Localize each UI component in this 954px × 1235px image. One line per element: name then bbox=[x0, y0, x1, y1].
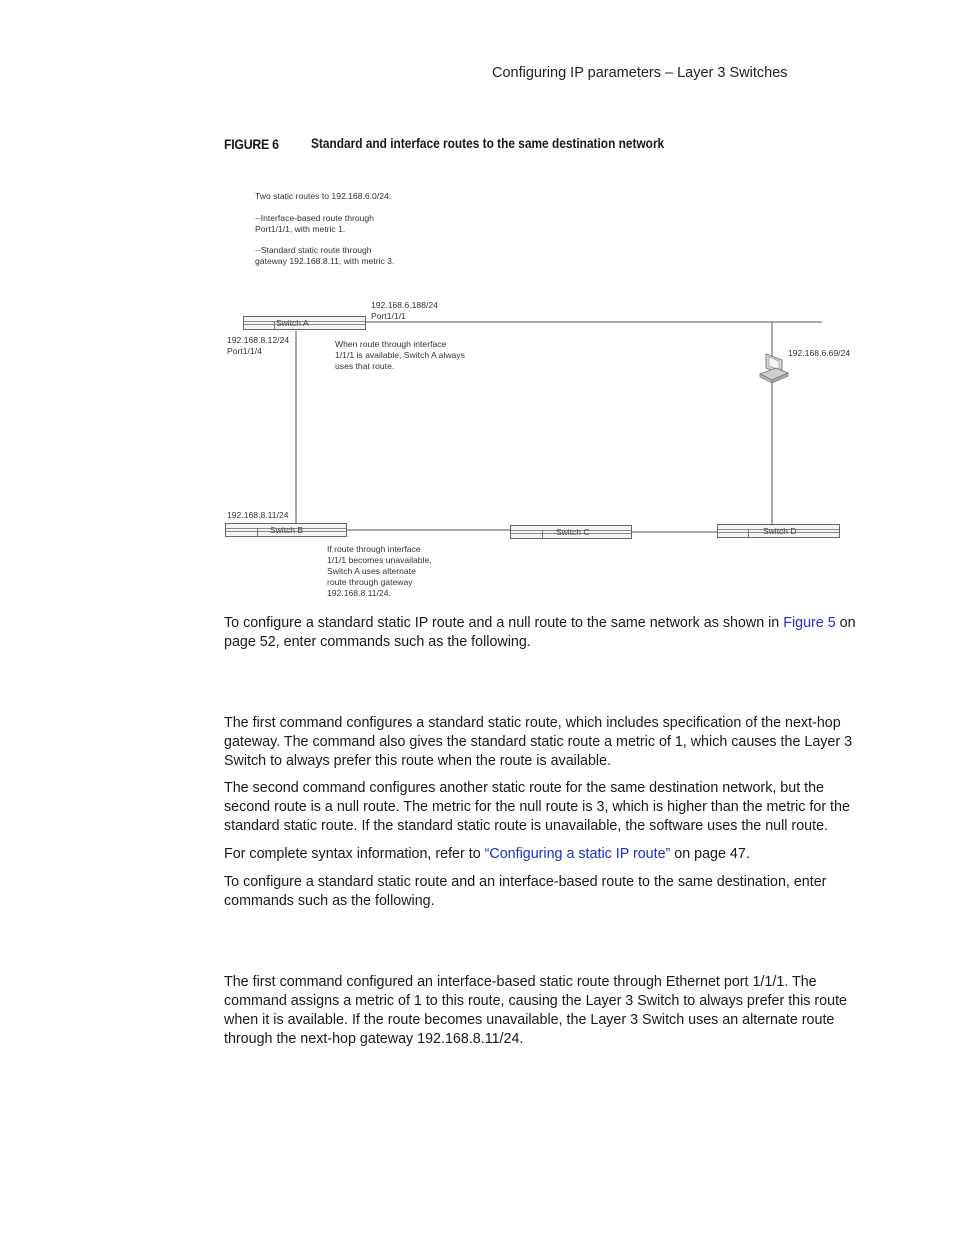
switch-b-label: Switch B bbox=[270, 525, 304, 535]
switch-b bbox=[225, 523, 347, 537]
paragraph-syntax-text: For complete syntax information, refer to bbox=[224, 846, 485, 862]
paragraph-intro-tail: on page 52, enter commands such as the following. bbox=[224, 615, 856, 650]
paragraph-intro-text: To configure a standard static IP route and a null route to the same network as shown in bbox=[224, 615, 784, 631]
if-note-3: Switch A uses alternate bbox=[327, 566, 416, 576]
if-note-2: 1/1/1 becomes unavailable, bbox=[327, 555, 432, 565]
note-line-2: --Interface-based route through bbox=[255, 213, 374, 223]
switch-b-ip: 192.168.8.11/24 bbox=[227, 510, 289, 520]
host-computer-icon bbox=[760, 354, 788, 383]
when-note-2: 1/1/1 is available, Switch A always bbox=[335, 350, 465, 360]
switch-a-port: Port1/1/4 bbox=[227, 346, 262, 356]
if-note-1: If route through interface bbox=[327, 544, 421, 554]
note-line-5: gateway 192.168.8.11, with metric 3. bbox=[255, 256, 395, 266]
running-header: Configuring IP parameters – Layer 3 Switches bbox=[492, 65, 788, 81]
if-note-4: route through gateway bbox=[327, 577, 413, 587]
switch-d-label: Switch D bbox=[763, 526, 797, 536]
note-line-3: Port1/1/1, with metric 1. bbox=[255, 224, 346, 234]
switch-d bbox=[717, 524, 840, 538]
note-line-4: --Standard static route through bbox=[255, 245, 372, 255]
paragraph-interface-route-explain: The first command configured an interface-based static route through Ethernet port 1/1/1. The command assigns a metric of 1 to this route, causing the Layer 3 Switch to always prefer this route when it is available. If the route becomes unavailable, the Layer 3 Switch uses an alternate route through the next-hop gateway 192.168.8.11/24. bbox=[224, 974, 848, 1047]
paragraph-syntax-tail: on page 47. bbox=[670, 846, 750, 862]
switch-a-label: Switch A bbox=[276, 318, 309, 328]
if-note-5: 192.168.8.11/24. bbox=[327, 588, 391, 598]
figure-title: Standard and interface routes to the same destination network bbox=[311, 136, 665, 151]
paragraph-second-command: The second command configures another static route for the same destination network, but the second route is a null route. The metric for the null route is 3, which is higher than the metric for the standard static route. If the standard static route is unavailable, the software uses the null route. bbox=[224, 780, 850, 834]
static-ip-route-link[interactable]: “Configuring a static IP route” bbox=[484, 846, 671, 862]
port-name-label: Port1/1/1 bbox=[371, 311, 406, 321]
paragraph-first-command: The first command configures a standard static route, which includes specification of the next-hop gateway. The command also gives the standard static route a metric of 1, which causes the Layer 3 Switch to always prefer this route when the route is available. bbox=[224, 715, 853, 769]
switch-c-label: Switch C bbox=[556, 527, 590, 537]
switch-a-ip: 192.168.8.12/24 bbox=[227, 335, 290, 345]
port-ip-label: 192.168.6.188/24 bbox=[371, 300, 438, 310]
note-line-1: Two static routes to 192.168.6.0/24: bbox=[255, 191, 392, 201]
figure-5-link[interactable]: Figure 5 bbox=[783, 615, 836, 631]
switch-c bbox=[510, 525, 632, 539]
paragraph-syntax-ref bbox=[224, 845, 874, 864]
switch-a bbox=[243, 316, 366, 330]
figure-label: FIGURE 6 bbox=[224, 136, 279, 152]
when-note-1: When route through interface bbox=[335, 339, 447, 349]
paragraph-intro bbox=[224, 614, 874, 652]
paragraph-interface-route-intro: To configure a standard static route and an interface-based route to the same destination, enter commands such as the following. bbox=[224, 874, 827, 909]
when-note-3: uses that route. bbox=[335, 361, 395, 371]
host-ip-label: 192.168.6.69/24 bbox=[788, 348, 851, 358]
